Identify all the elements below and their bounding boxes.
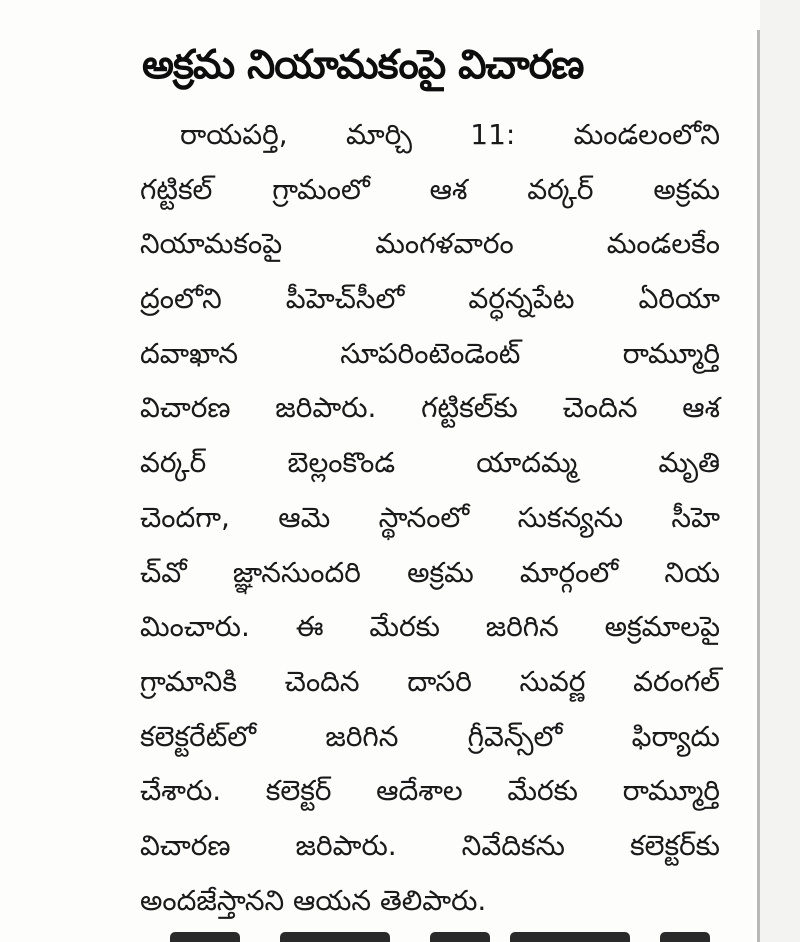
article-line: గ్రామానికి చెందిన దాసరి సువర్ణ వరంగల్ bbox=[140, 664, 720, 698]
article-line: చేశారు. కలెక్టర్ ఆదేశాల మేరకు రామ్మూర్తి bbox=[140, 774, 720, 808]
article-line: చెందగా, ఆమె స్థానంలో సుకన్యను సీహె bbox=[140, 500, 720, 534]
article-line: చ్‌వో జ్ఞానసుందరి అక్రమ మార్గంలో నియ bbox=[140, 555, 720, 589]
article-line: కలెక్టరేట్‌లో జరిగిన గ్రీవెన్స్‌లో ఫిర్యాదు bbox=[140, 719, 720, 753]
cut-off-next-line bbox=[160, 928, 720, 942]
article-line: మించారు. ఈ మేరకు జరిగిన అక్రమాలపై bbox=[140, 610, 720, 644]
article-headline: అక్రమ నియామకంపై విచారణ bbox=[142, 42, 584, 88]
article-body bbox=[140, 108, 720, 928]
article-line: నియామకంపై మంగళవారం మండలకేం bbox=[140, 227, 720, 261]
article-line: రాయపర్తి, మార్చి 11: మండలంలోని bbox=[180, 118, 720, 151]
article-line: విచారణ జరిపారు. గట్టికల్‌కు చెందిన ఆశ bbox=[140, 391, 720, 425]
article-line: గట్టికల్ గ్రామంలో ఆశ వర్కర్ అక్రమ bbox=[140, 172, 720, 206]
article-line: ద్రంలోని పీహెచ్‌సీలో వర్ధన్నపేట ఏరియా bbox=[140, 282, 720, 316]
article-line: అందజేస్తానని ఆయన తెలిపారు. bbox=[140, 883, 487, 917]
article-line: దవాఖాన సూపరింటెండెంట్ రామ్మూర్తి bbox=[140, 336, 720, 370]
article-line: విచారణ జరిపారు. నివేదికను కలెక్టర్‌కు bbox=[140, 828, 720, 862]
adjacent-column-edge bbox=[760, 0, 800, 942]
article-line: వర్కర్ బెల్లంకొండ యాదమ్మ మృతి bbox=[140, 446, 720, 480]
